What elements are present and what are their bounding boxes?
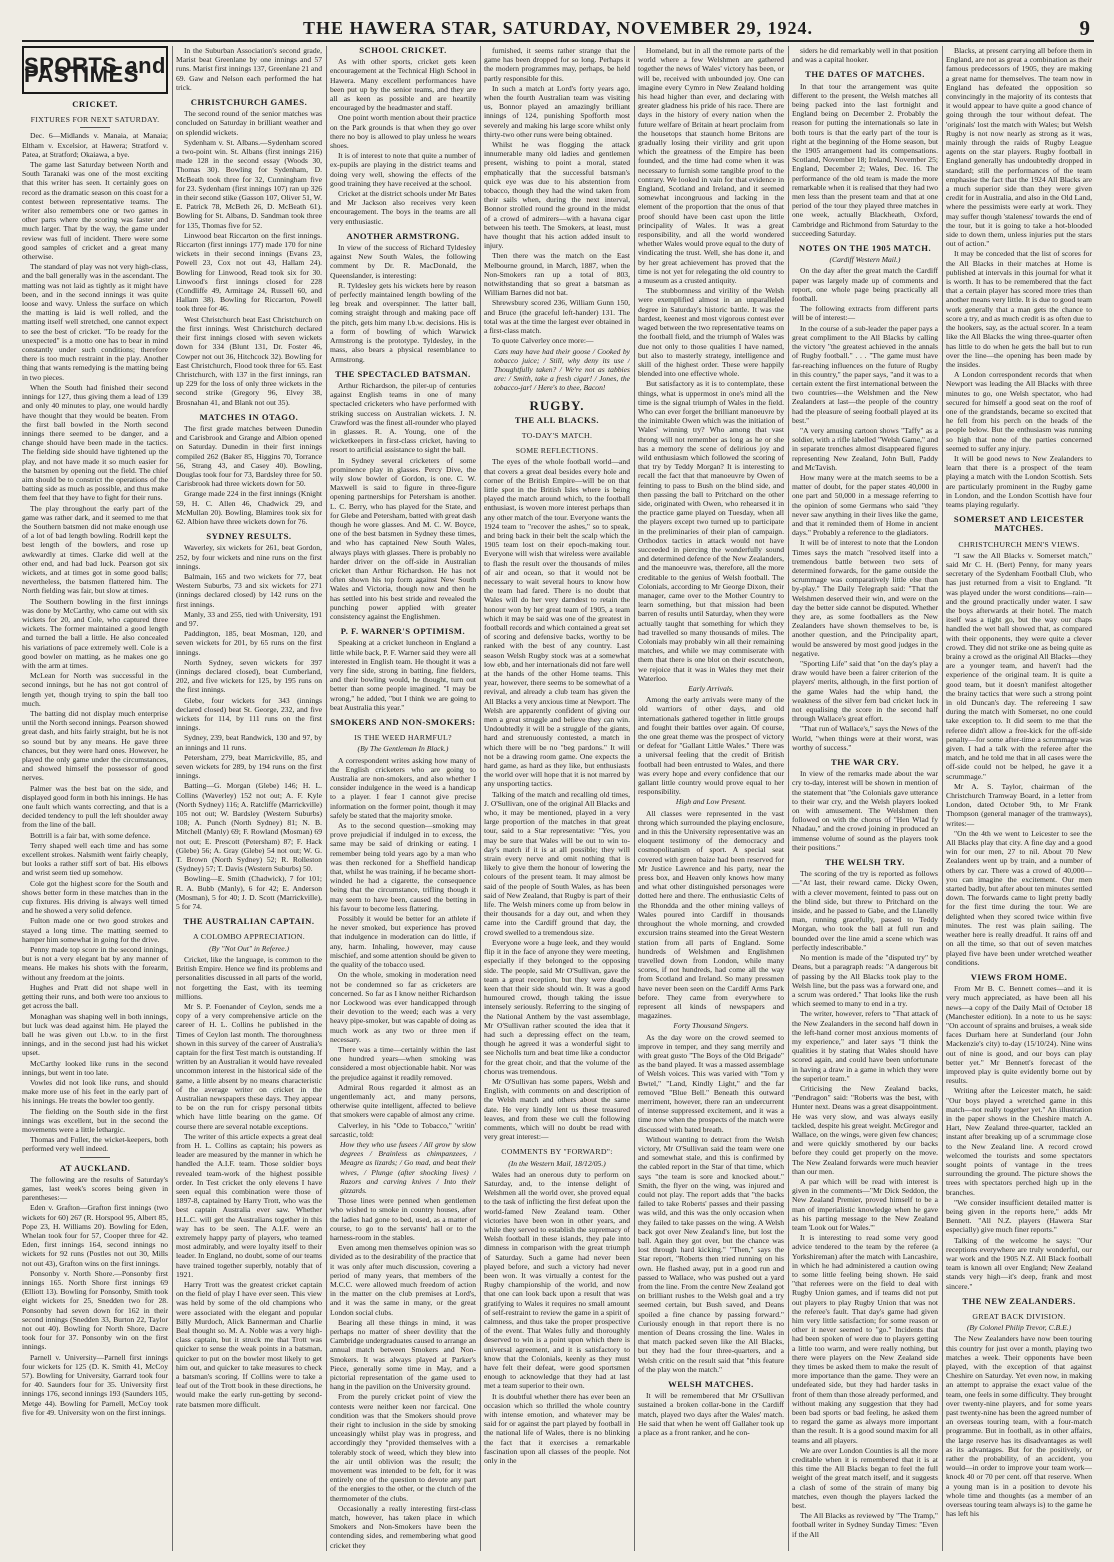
paragraph: The batting did not display much enterprise until the North second innings. Pearson showed great dash, and hits fairly straight, but he is not so sound but by any means. He gave three chances, but they were hard ones. However, he played the only game under the circumstances, and showed himself the possessor of good nerves. bbox=[22, 709, 168, 783]
paragraph: The eyes of the whole football world—and that covers a great deal besides every hole and corner of the British Empire—will be on that little spot in the British Isles where is being played the match around which, to the football enthusiast, is woven more interest perhaps than any other match of the tour. Everyone wants the 1924 team to "recover the ashes," so to speak, and bring back in their belt the scalp which the 1905 team lost on their epoch-making tour. Everyone will wish that wireless were available to flash the result over the thousands of miles of air and ocean, so that it would not be necessary to wait several hours to know how the team had fared. There is no doubt that Wales will do her very darndest to retain the honour won by her great team of 1905, a team which it may be said was one of the greatest in football records and which contained a great set of scoring and defensive backs, worthy to be ranked with the best of any country. Last season Welsh Rugby stock was at a somewhat low ebb, and her internationals did not fare well at the hands of the other Home teams. This year, however, there seems to be somewhat of a revival, and already a club team has given the All Blacks a very anxious time at Newport. The Welsh are apparently confident of giving our men a great struggle and believe they can win. Undoubtedly it will be a struggle of the giants, hard and strenuously contested, a match in which there will be no "beg pardons." It will not be a drawing room game. One expects the hard game, as hard as they like, but enthusiasts the world over will hope that it is not marred by any unsporting tactics. bbox=[484, 457, 630, 789]
paragraph: How many were at the match seems to be a matter of doubt, for the paper states 40,000 in one part and 50,000 in a message referring to the opinion of some Germans who said "they never saw anything in their lives like the game, and that it reminded them of Home in ancient days." Probably a reference to the gladiators. bbox=[792, 472, 938, 538]
paragraph: Balmain, 165 and two wickets for 77, beat Western Suburbs, 73 and six wickets for 271 (innings declared closed) by 142 runs on the first innings. bbox=[176, 571, 322, 609]
paragraph: Dec. 6—Midlands v. Manaia, at Manaia; Eltham v. Excelsior, at Hawera; Stratford v. Patea, at Stratford; Okaiawa, a bye. bbox=[22, 131, 168, 159]
paragraph: We are over London Counties is all the more creditable when it is remembered that it is at this time the All Blacks began to feel the full weight of the great match itself, and it suggests a clash of some of the strain of many big matches, even though the players lacked the best. bbox=[792, 1445, 938, 1511]
paragraph: Cricket, like the language, is common to the British Empire. Hence we find its problems and personalities discussed in all parts of the world, not forgetting the East, with its teeming millions. bbox=[176, 954, 322, 1001]
paragraph: Whilst he was flogging the attack innumerable many old ladies and gentlemen present, wishing to point a moral, stated emphatically that the successful batsman's quick eye was due to his abstention from tobacco, though they had the wind taken from their sails when, during the next interval, Bonnor strolled round the ground in the midst of a crowd of admirers—with a havana cigar between his teeth. The Smokers, at least, must have thought that his action added insult to injury. bbox=[484, 140, 630, 251]
heading-otago: MATCHES IN OTAGO. bbox=[199, 411, 299, 422]
heading-back-division: GREAT BACK DIVISION. bbox=[972, 1312, 1066, 1322]
poem: How they who use fusees / All grow by slow degrees / Brainless as chimpanzees, / Meagre as lizards; / Go mad, and beat their wives, / Plunge (after shocking lives) / Razors and carving knives / Into their gizzards. bbox=[340, 1139, 476, 1195]
column-rule bbox=[172, 46, 173, 1551]
column-rule bbox=[942, 46, 943, 1551]
paragraph: Mr O'Sullivan has some papers, Welsh and English, with comments on and description of the Welsh match and others about the same date. He very kindly lent us these treasured leaves, and from these we cull the following comments, which will no doubt be read with very great interest:— bbox=[484, 1076, 630, 1142]
paragraph: One point worth mention about their practice on the Park grounds is that when they go over there no boy is allowed to play unless he wears shoes. bbox=[330, 113, 476, 151]
paragraph: A par which will be read with interest is given in the comments—"Mr Dick Seddon, the New Zealand Premier, proved himself to be a man of imperialistic knowledge when he gave as his parting message to the New Zealand team 'Look out for Wales.'" bbox=[792, 1176, 938, 1232]
paragraph: On the day after the great match the Cardiff paper was largely made up of comments and report, one whole page being practically all football. bbox=[792, 266, 938, 304]
paragraph: As with other sports, cricket gets keen encouragement at the Technical High School in Hawera. Many excellent performances have been put up by the senior teams, and they are all as keen as possible and are heartily encouraged by the headmaster and staff. bbox=[330, 57, 476, 113]
paragraph: The second round of the senior matches was concluded on Saturday in brilliant weather and on splendid wickets. bbox=[176, 109, 322, 137]
paragraph: "Sporting Life" said that "on the day's play a draw would have been a fairer criterion of the players' merits, although, in the first portion of the game Wales had the whip hand, the weakness of the silver fern bad cricket luck in not equalising the score in the second half through Wallace's great effort. bbox=[792, 659, 938, 724]
heading-warner: P. F. WARNER'S OPTIMISM. bbox=[340, 626, 466, 637]
paragraph: But satisfactory as it is to contemplate, these things, what is uppermost in one's mind all the time is the signal triumph of Wales in the field. Who can ever forget the brilliant manoeuvre by the inimitable Owen which was the initiation of Wales' winning try? Who among that vast throng will not remember as long as he or she has a memory the scene of delirious joy and wild enthusiasm which followed the scoring of that try by Teddy Morgan? It is interesting to recall the fact that that manoeuvre by Owen of feinting to pass to Bush on the blind side, and then passing the ball to Pritchard on the other side, originated with Owen, who rehearsed it in the practice game played on Tuesday, when all the players except two turned up to participate in the preliminaries of their plan of campaign. Orthodox tactics in attack would not have succeeded in piercing the wonderfully sound and determined defence of the New Zealanders, and the manoeuvre was, therefore, all the more creditable to the genius of Welsh football. The Colonials, according to Mr George Dixon, their manager, came over to the Mother Country to learn something, but that mission had been barren of results until Saturday, when they were actually taught that something for which they had travelled so many thousands of miles. The Colonials may probably win all their remaining matches, and while we may commiserate with them that there is one blot on their escutcheon, we rejoice that it was in Wales they met their Waterloo. bbox=[638, 379, 784, 683]
heading-sydney-results: SYDNEY RESULTS. bbox=[206, 531, 292, 542]
paragraph: The following are the results of Saturday's games, last week's scores being given in parentheses:— bbox=[22, 1174, 168, 1203]
paragraph: Calverley, in his "Ode to Tobacco," 'writin' sarcastic, told: bbox=[330, 1120, 476, 1139]
column-1 bbox=[22, 46, 168, 1551]
heading-comments-forward: COMMENTS BY "FORWARD": bbox=[501, 1147, 613, 1157]
paragraph: Then there was the match on the East Melbourne ground, in March, 1887, when the Non-Smokers ran up a total of 803, notwithstanding that so great a batsman as William Barnes did not bat. bbox=[484, 251, 630, 298]
paragraph: From Mr B. C. Bennett comes—and it is very much appreciated, as have been all his news—a copy of the Daily Mail of October 18 (Manchester edition). In a note to us he says: "On account of sprains and bruises, a weak side faces Durham here at Sunderland (our John Mackenzie's city) to-day (15/10/24). Nine wins out of nine is good, and our boys can play better yet." Mr Bennett's forecast of the improved play is quite evidently borne out by results. bbox=[946, 984, 1092, 1086]
paragraph: Penny made top score in the second innings, but is not a very elegant bat by any manner of means. He makes his shots with the forearm, without any freedom at the joints. bbox=[22, 945, 168, 982]
paragraph: It will be remembered that Mr O'Sullivan sustained a broken collar-bone in the Cardiff match, played two days after the Wales' match. He said that when he went off Gallaher took up a place as a front ranker, and he con- bbox=[638, 1391, 784, 1438]
paragraph: To quote Calverley once more:— bbox=[492, 336, 594, 346]
paragraph: Palmer was the best bat on the side, and displayed good form in both his innings. He has one fault which wants correcting, and that is a decided tendency to pull the left shoulder away from the line of the ball. bbox=[22, 783, 168, 830]
paragraph: As the day wore on the crowd seemed to improve in temper, and they sang merrily and with great gusto "The Boys of the Old Brigade" as the band played. It was a massed assemblage of Welsh voices. This was varied with "Tom y Bwtel," "Land, Kindly Light," and the far removed "Blue Bell." Beneath this outward merriment, however, there ran an undercurrent of intense suppressed excitement, and it was a time now when the prospects of the match were discussed with bated breath. bbox=[638, 1032, 784, 1134]
paragraph: McLean for North was successful in the second innings, but he has not got control of length yet, though trying to spin the ball too much. bbox=[22, 671, 168, 708]
column-rule bbox=[480, 46, 481, 1551]
paragraph: It is of interest to note that quite a number of ex-pupils are playing in the district teams and doing very well, showing the effects of the good training they have received at the school. bbox=[330, 151, 476, 188]
paragraph: In the Suburban Association's second grade, Marist beat Greenlane by one innings and 57 runs. Marist first innings 137, Greenlane 21 and 69. Gaw and Nelson each performed the hat trick. bbox=[176, 46, 322, 92]
paragraph: North Sydney, seven wickets for 397 (innings declared closed), beat Cumberland, 202, and five wickets for 125, by 195 runs on the first innings. bbox=[176, 657, 322, 695]
paragraph: Terry shaped well each time and has some excellent strokes. Nalsmith went fairly cheaply, but looks a rather stiff sort of bat. His elbows and wrist seem tied up somehow. bbox=[22, 840, 168, 878]
heading-welsh-matches: WELSH MATCHES. bbox=[668, 1379, 754, 1390]
page-number: 9 bbox=[1079, 16, 1090, 40]
paragraph: Ponsonby v. North Shore.—Ponsonby first innings 165. North Shore first innings 69 (Elliott 13). Bowling for Ponsonby, Smith took eight wickets for 25, Snedden two for 28. Ponsonby had seven down for 162 in their second innings (Snedden 33, Burton 22, Taylor not out 40). Bowling for North Shore, Dacre took four for 37. Ponsonby win on the first innings. bbox=[22, 1268, 168, 1352]
paragraph: In that tour the arrangement was quite different to the present, the Welsh matches all being packed into the last fortnight and England being on December 2. Probably the reason for putting the internationals so late in both tours is that the early part of the tour is right at the beginning of the Home season, but the 1905 arrangement had its compensations. Scotland, November 18; Ireland, November 25; England, December 2; Wales, Dec. 16. The performance of the old team is made the more remarkable when it is realised that they had two men less than the present team and that at one period of the tour they played three matches in one week, actually Blackheath, Oxford, Cambridge and Richmond from Saturday to the succeeding Saturday. bbox=[792, 81, 938, 238]
byline: (Cardiff Western Mail.) bbox=[829, 255, 901, 265]
byline: (By The Gentleman In Black.) bbox=[357, 744, 449, 754]
paragraph: As to the second question—smoking may prove prejudicial if indulged in to excess, the same may be said of drinking or eating. I remember being told years ago by a man who was then reckoned for a Sheffield handicap that, whilst he was training, if he became short-winded he had a cigarette, the consequence being that the circumstance, trifling though it may seem to have been, caused the betting in his favour to become less flattering. bbox=[330, 821, 476, 913]
byline: (By Colonel Philip Trevor, C.B.E.) bbox=[966, 1323, 1072, 1333]
paragraph: In view of the remarks made about the war cry to-day, interest will be shown in mention of the statement that "the Colonials gave utterance to their war cry, and the Welsh players looked on with amusement. The Welshmen then followed on with the chorus of "Hen Wlad fy Nhadau," and the crowd joining in produced an immense volume of sound as the players took their positions." bbox=[792, 769, 938, 852]
paragraph: Sydney, 239, beat Randwick, 130 and 97, by an innings and 11 runs. bbox=[176, 733, 322, 752]
column-6 bbox=[792, 46, 938, 1551]
paragraph: Even among men themselves opinion was so divided as to the desirability of the practice that it was only after much discussion, covering a period of many years, that members of the M.C.C. were allowed much freedom of action in the matter on the club premises at Lord's, and it was the same in many, or the great London social clubs. bbox=[330, 1243, 476, 1317]
paragraph: It may be conceded that the list of scores for the All Blacks in their matches at Home is published at intervals in this journal for what it is worth. It has to be remembered that the fact that a certain player has scored more tries than another means very little. It is due to good team work generally that a man gets the chance to score a try, and as much credit is as often due to the hookers, say, as the actual scorer. In a team like the All Blacks the wing three-quarter often has little to do when he gets the ball but to run over the line—the opening has been made by the insides. bbox=[946, 249, 1092, 369]
heading-fixtures: FIXTURES FOR NEXT SATURDAY. bbox=[30, 115, 160, 125]
heading-views-from-home: VIEWS FROM HOME. bbox=[970, 971, 1068, 982]
paragraph: In view of the success of Richard Tyldesley against New South Wales, the following comment by Dr. R. MacDonald, the Queenslander, is interesting: bbox=[330, 243, 476, 280]
paragraph: A London correspondent records that when Newport was leading the All Blacks with three minutes to go, one Welsh spectator, who had secured for himself a good seat on the roof of one of the grandstands, became so excited that he fell from his perch on the heads of the people below. But the enthusiasm was running so high that none of the parties concerned seemed to suffer any injury. bbox=[946, 370, 1092, 453]
paragraph: Eden v. Grafton—Grafton first innings (two wickets for 60) 267 (R. Horspool 95, Albert 85, Pope 23, H. Williams 20). Bowling for Eden, Whelan took four for 57, Cooper three for 42. Eden, first innings 164, second innings no wickets for 92 runs (Postles not out 30, Mills not out 43), Grafton wins on the first innings. bbox=[22, 1203, 168, 1268]
paragraph: Admiral Rous regarded it almost as an ungentlemanly act, and many persons, otherwise quite intelligent, affected to believe that smokers were capable of almost any crime. bbox=[330, 1082, 476, 1120]
paragraph: The fielding on the South side in the first innings was excellent, but in the second the movements were a little lethargic. bbox=[22, 1106, 168, 1134]
paragraph: "I saw the All Blacks v. Somerset match," said Mr C. H. (Bert) Penny, for many years secretary of the Sydenham Football Club, who has just returned from a visit to England. "It was played under the worst conditions—rain—and the ground practically under water. I saw the boys afterwards at their hotel. The match itself was a tight go, but the way our chaps handled the wet ball showed that, as compared with their opponents, they were quite a clever crowd. They did not strike one as being quite as brainy a crowd as the original All Blacks—they are a younger team, and haven't had the experience of the original team. It is quite a good team, but it doesn't manifest altogether the brainy tactics that were such a strong point in old Duncan's day. The refereeing I saw during the match with Somerset, no one could take exception to. It did seem to me that the referee didn't allow a free-kick for the off-side penalty—for some after-time a scrummage was given. I had a talk with the referee after the match, and he told me that in all cases were the off-side could not be helped, he gave it a scrummage." bbox=[946, 550, 1092, 781]
heading-notes-1905: NOTES ON THE 1905 MATCH. bbox=[798, 243, 932, 254]
paragraph: The New Zealanders have now been touring this country for just over a month, playing two matches a week. Their opponents have been played, with the exception of that against Cheshire on Saturday. Yet even now, in making an attempt to appraise the exact value of the team, one feels in some difficulty. They brought over twenty-nine players, and for some years past twenty-nine has been the agreed number of an overseas touring team, with a four-match programme. But in football, as in other affairs, the large reserve has its disadvantages as well as its advantages. But for the positively, or rather the probability, of an accident, you would—in order to improve your team work—knock 40 or 70 per cent. off that reserve. When a young man is in a position to devote his whole time and thoughts (as a member of an overseas touring team always is) to the game he has left his bbox=[946, 1334, 1092, 1519]
paragraph: Fulton made one or two good strokes and stayed a long time. The matting seemed to hamper him somewhat in going for the drive. bbox=[22, 916, 168, 944]
heading-all-blacks: THE ALL BLACKS. bbox=[514, 414, 600, 425]
heading-smokers: SMOKERS AND NON-SMOKERS: bbox=[330, 717, 476, 728]
paragraph: Writing after the Leicester match, he said: "Our boys played a wretched game in this match—not really together yet." An illustration in the paper shows in the Cheshire match A. Hart, New Zealand three-quarter, tackled an instant after breaking up of a scrummage close to the New Zealand line. A record crowd welcomed the tourists and some spectators sought points of vantage in the trees surrounding the ground. The picture shows the trees with spectators perched high up in the branches. bbox=[946, 1086, 1092, 1197]
paragraph: The Southern bowling in the first innings was done by McCarthy, who came out with six wickets for 20, and Cole, who captured three wickets. The former maintained a good length and turned the ball a little. He also concealed his variations of pace extremely well. Cole is a good bowler on matting, as he makes one go with the arm at times. bbox=[22, 596, 168, 670]
heading-weed: IS THE WEED HARMFUL? bbox=[354, 733, 452, 743]
paragraph: Vowles did not look like runs, and should make more use of his feet in the early part of his innings. He treats the bowler too gently. bbox=[22, 1077, 168, 1106]
paragraph: Grange made 224 in the first innings (Knight 59, H. C. Allen 46, Chadwick 29, and McMullan 20). Bowling, Blamires took six for 62. Albion have three wickets down for 76. bbox=[176, 489, 322, 526]
paragraph: Petersham, 279, beat Marrickville, 85, and seven wickets for 289, by 194 runs on the first innings. bbox=[176, 752, 322, 781]
paragraph: "We consider insufficient detailed matter is being given in the reports here," adds Mr Bennett. "All N.Z. players (Hawera Star especially) give much finer reports." bbox=[946, 1197, 1092, 1235]
byline: (By "Not Out" in Referee.) bbox=[208, 943, 290, 953]
paragraph: Those lines were penned when gentlemen who wished to smoke in country houses, after the ladies had gone to bed, used, as a matter of course, to go to the servants' hall or to the harness-room in the stables. bbox=[330, 1196, 476, 1242]
paragraph: R. Tyldesley gets his wickets here by reason of perfectly maintained length bowling of the leg break and overspinner. The latter ball, coming straight through and making pace off the pitch, gets him many l.b.w. decisions. His is a form of bowling of which Warwick Armstrong is the prototype. Tyldesley, in the mass, also bears a physical resemblance to Armstrong. bbox=[330, 280, 476, 364]
paragraph: The standard of play was not very high-class, and the ball generally was in the ascendant. The matting was not laid as tightly as it might have been, and in the second innings it was quite loose and wavy. Unless the surface on which the matting is laid is well rolled, and the matting itself well stretched, one cannot expect to see the best of cricket. "To be ready for the unexpected" is a motto one has to bear in mind constantly under such conditions; therefore there is too much restraint in the play. Another thing that wants remedying is the matting being in two pieces. bbox=[22, 262, 168, 382]
paragraph: Blacks, at present carrying all before them in England, are not as great a combination as their famous predecessors of 1905, they are making a great name for themselves. The team now in England has defeated the opposition so convincingly in the majority of its contests that it would appear to have quite a good chance of going through the tour without defeat. The 'originals' lost the match with Wales; but Welsh Rugby is not now nearly as strong as it was, mainly through the raids of Rugby League agents on the star players. Rugby football in England generally has undoubtedly dropped in standard; still the performances of the team emphasise the fact that the 1924 All Blacks are a much superior side than they were given credit for in Australia, and also in the Old Land, where the pessimists were early at work. They may suffer though 'staleness' towards the end of the tour, but it is going to take a hot-blooded side to down them, unless injuries put the stars out of action." bbox=[946, 46, 1092, 249]
heading-christchurch-games: CHRISTCHURCH GAMES. bbox=[190, 97, 308, 108]
heading-welsh-try: THE WELSH TRY. bbox=[825, 857, 905, 868]
column-5 bbox=[638, 46, 784, 1551]
heading-australian-captain: THE AUSTRALIAN CAPTAIN. bbox=[183, 916, 315, 927]
heading-rugby: RUGBY. bbox=[529, 397, 585, 413]
paragraph: Cole got the highest score for the South and shows better form in these matches than in the cup fixtures. His driving is always well timed and he showed a very solid defence. bbox=[22, 878, 168, 916]
paragraph: The All Blacks as reviewed by "The Tramp," football writer in Sydney Sunday Times: "Even if the All bbox=[792, 1511, 938, 1539]
heading-school-cricket: SCHOOL CRICKET. bbox=[359, 46, 447, 55]
divider bbox=[80, 127, 110, 128]
heading-todays-match: TO-DAY'S MATCH. bbox=[521, 430, 593, 440]
paragraph: Sydenham v. St. Albans.—Sydenham scored a two-point win. St. Albans (first innings 216) made 128 in the second essay (Woods 30, Thomas 30). Bowling for Sydenham, D. McBeath took three for 32, Cunningham five for 23. Sydenham (first innings 107) ran up 326 in their second stike (Gasson 107, Oliver 51, W. E. Patrick 78, McBeth 26, D. McBeath 61). Bowling for St. Albans, D. Sandman took three for 135, Thomas five for 52. bbox=[176, 137, 322, 230]
paragraph: Cricket at the district schools under Mr Bates and Mr Jackson also receives very keen encouragement. The boys in the teams are all very enthusiastic. bbox=[330, 189, 476, 226]
paragraph: Homeland, but in all the remote parts of the world where a few Welshmen are gathered together the news of Wales' victory has been, or will be, received with unbounded joy. One can imagine every Cymro in New Zealand holding his head higher than ever, and declaring with greater gladness his pride of his race. There are days in the history of every nation when the future welfare of Britain at heart proclaim from the housetops that staunch home Britons are gradually losing their virility and grit upon which the greatness of the Empire has been founded, and the time had come when it was necessary to furnish some tangible proof to the contrary. We looked in vain for that evidence in England, Scotland and Ireland, and it seemed somewhat incongruous and lacking in the element of the proportion that the onus of that proof should have been cast upon the little principality of Wales. It was a great responsibility, and all the world wondered whether Wales would prove equal to the duty of vindicating the trust. Well, she has done it, and by her great achievement has proved that the time is not yet for relegating the old country to a museum as a crusted antiquity. bbox=[638, 46, 784, 286]
paragraph: Manly, 33 and 255, tied with University, 191 and 97. bbox=[176, 609, 322, 628]
paragraph: Talking of the match and recalling old times, J. O'Sullivan, one of the original All Blacks and who, it may be mentioned, played in a very large proportion of the matches in that great tour, said to a Star representative: "Yes, you may be sure that Wales will be out to win to-day's match if it is at all possible; they will strain every nerve and omit nothing that is likely to give them the honour of lowering the colours of the present team. It may almost be said of the people of South Wales, as has been said of New Zealand, that Rugby is part of their life. The Welsh miners come up from below in their thousands for a day out, and when they came into the Cardiff ground that day, the crowd swelled to a tremendous size. bbox=[484, 789, 630, 937]
paragraph: In Sydney several cricketers of some prominence play in glasses. Percy Dive, the wily slow bowler of Gordon, is one. C. W. Maxwell is said to figure in three-figure opening partnerships for Petersham is another. L. C. Berry, who has played for the State, and for Glebe and Petersham, batted with great dash though he wore glasses. And M. C. W. Boyce, one of the best batsmen in Sydney these times, and who has captained New South Wales, always plays with glasses. There is probably no harder driver on the off-side in Australian cricket than Arthur Richardson. He has not often shown his top form against New South Wales and Victoria, though now and then he has settled into his best stride and revealed the punching power applied with greater consistency against the Englishmen. bbox=[330, 455, 476, 621]
paragraph: It is interesting to read some very good advice tendered to the team by the referee (a Yorkshireman) after the match with Lancashire, in which he had administered a caution owing to some little feeling being shown. He said "that referees were on the field to deal with Rugby Union games, and if teams did not put out players to play Rugby Union that was not the referee's fault. That day's game had given him very little satisfaction; for some reason or other it never seemed to "go." Incidents that had been spoken of were due to players getting a little too warm, and were really nothing, but there were players on the New Zealand side they times be asked them to make the result of more importance than the game. They were an undefeated side, but they had harder tasks in front of them than those already performed, and without making any suggestion that they had been bad sports or bad feeling, he asked them to regard the game as always more important than the result. It is a good sound maxim for all teams and all players. bbox=[792, 1233, 938, 1445]
paragraph: Occasionally a really interesting first-class match, however, has taken place in which Smokers and Non-Smokers have been the contending sides, and remembering what good cricket they bbox=[330, 1503, 476, 1550]
divider bbox=[80, 1157, 110, 1158]
paragraph: When the South had finished their second innings for 127, thus giving them a lead of 139 and only 40 minutes to play, one would hardly have thought that they would be beaten. From the first ball bowled in the North second innings there seemed to be danger, and a change should have been made in the tactics. The fielding side should have tightened up the play, and not have made it so much easier for the batsmen by opening out the field. The chief aim should be to constrict the operations of the batting side as much as possible, and thus make them feel that they have to fight for their runs. bbox=[22, 382, 168, 503]
paragraph: siders he did remarkably well in that position and was a capital hooker. bbox=[792, 46, 938, 65]
paragraph: A correspondent writes asking how many of the English cricketers who are going to Australia are non-smokers, and also whether I consider indulgence in the weed is a handicap to a player. I fear I cannot give precise information on the former point, though it may safely be stated that the majority smoke. bbox=[330, 755, 476, 820]
paragraph: The first grade matches between Dunedin and Carisbrook and Grange and Albion opened on Saturday. Dunedin in their first innings compiled 262 (Baker 85, Higgins 70, Torrance 56, Strang 43, and Casey 40). Bowling, Douglas took four for 73, Bardsley three for 50. Carisbrook had three wickets down for 50. bbox=[176, 423, 322, 489]
paragraph: Parnell v. University—Parnell first innings four wickets for 125 (D. K. Smith 41, McCoy 57). Bowling for University, Garrard took four for 40. Saunders four for 35. University first innings 176, second innings 193 (Saunders 105, Metge 44). Bowling for Parnell, McCoy took five for 49. University won on the first innings. bbox=[22, 1352, 168, 1417]
paragraph: It will be good news to New Zealanders to learn that there is a prospect of the team playing a match with the London Scottish. Sets are particularly prominent in the Rugby game in London, and the London Scottish have four teams playing regularly. bbox=[946, 453, 1092, 509]
paragraph: Glebe, four wickets for 343 (innings declared closed) beat St. George, 232, and five wickets for 114, by 111 runs on the first innings. bbox=[176, 695, 322, 733]
heading-christchurch-views: CHRISTCHURCH MEN'S VIEWS. bbox=[958, 539, 1080, 549]
subheading-singers: Forty Thousand Singers. bbox=[673, 1021, 749, 1031]
paragraph: Bearing all these things in mind, it was perhaps no matter of sheer devility that the Cambridge undergraduates caused to arrange an annual match between Smokers and Non-Smokers. It was always played at Parker's Piece, generally some time in May, and a pictorial representation of the game used to hang in the pavilion on the University ground. bbox=[330, 1317, 476, 1392]
paragraph: Arthur Richardson, the piler-up of centuries against English teams in one of many spectacled cricketers who have performed with striking success on Australian wickets. J. N. Crawford was the finest all-rounder who played in glasses. R. A. Young, one of the wicketkeepers in first-class cricket, having to resort to artificial assistance to sight the ball. bbox=[330, 380, 476, 455]
heading-dates-of-matches: THE DATES OF MATCHES. bbox=[805, 69, 925, 80]
heading-spectacled-batsman: THE SPECTACLED BATSMAN. bbox=[335, 368, 471, 379]
paragraph: Linwood beat Riccarton on the first innings. Riccarton (first innings 177) made 170 for nine wickets in their second innings (Evans 23, Powell 23, Cox not out 43, Hallam 24). Bowling for Linwood, Read took six for 30. Linwood's first innings closed for 228 (Condliffe 49, Armitage 24, Russell 60, and Hallam 38). Bowling for Riccarton, Powell took three for 46. bbox=[176, 230, 322, 314]
paragraph: Without wanting to detract from the Welsh victory, Mr O'Sullivan said the team were one and somewhat stale, and this is confirmed by the cabled report in the Star of that time, which says "the team is sore and knocked about." Smith, the flyer on the wing, was injured and could not play. The report adds that "the backs failed to take Roberts' passes and their passing was wild, and this was the only occasion when they failed to take passes on the wing. A Welsh back got over New Zealand's line, but lost the ball. Again they got over, but the chance was lost through hard kicking." "Then," says the Star report, "Roberts then tried running on his own. He flashed away, put in a good run and passed to Wallace, who was pushed out a yard from the line. From the centre New Zealand got on brilliant rushes to the Welsh goal and a try seemed certain, but Bush saved, and Deans spoiled a fine chance by passing forward." Curiously enough in that report there is no mention of Deans crossing the line. Wales in that match packed seven like the All Blacks, but they had the four three-quarters, and a Welsh critic on the result said that "this feature of the play won the match." bbox=[638, 1134, 784, 1374]
column-rule bbox=[326, 46, 327, 1551]
heading-war-cry: THE WAR CRY. bbox=[830, 757, 900, 768]
paragraph: Talking of the welcome he says: "Our receptions everywhere are truly wonderful, our war work and the 1905 N.Z. All Black football team is known all over England; New Zealand stands very high—it's deep, frank and most sincere." bbox=[946, 1235, 1092, 1291]
column-2 bbox=[176, 46, 322, 1551]
column-4 bbox=[484, 46, 630, 1551]
column-rule bbox=[788, 46, 789, 1551]
paragraph: Harry Trott was the greatest cricket captain on the field of play I have ever seen. This view was held by some of the old champions who were associated with the elegant and popular Billy Murdoch, Alick Bannerman and Charlie Beal thought so. M. A. Noble was a very high-class captain, but it struck me that Trott was quicker to sense the weak points in a batsman, quicker to put on the bowler most likely to get him out, and quicker to take measures to check a batsman's scoring. If Collins were to take a leaf out of the Trott book in these directions, he would make the early run-getting by second-rate batsmen more difficult. bbox=[176, 1280, 322, 1409]
paragraph: furnished, it seems rather strange that the game has been dropped for so long. Perhaps it the modern programmes may, perhaps, be held partly responsible for this. bbox=[484, 46, 630, 83]
heading-cricket: CRICKET. bbox=[72, 99, 118, 109]
paragraph: "On the 4th we went to Leicester to see the All Blacks play that city. A fine day and a good win for our men, 27 to nil. About 70 New Zealanders went up by train, and a number of others by car. There was a crowd of 40,000—you can imagine the excitement. Our men started badly, but after about ten minutes settled down. The forwards came to light pretty badly for the first time during the tour. We are delighted when they scored twice within five minutes. The rest was plain sailing. The weather here is really dreadful. It rains off and on all the time, so that out of seven matches played five have been under wretched weather conditions. bbox=[946, 828, 1092, 967]
paragraph: Among the early arrivals were many of the old warriors of other days, and old internationals gathered together in little groups and fought their battles over again. Of course, the one great theme was the prospect of victory or defeat for "Gallant Little Wales." There was a universal feeling that the credit of British football had been entrusted to Wales, and there was every hope and every confidence that our gallant little country would prove equal to her responsibility. bbox=[638, 695, 784, 797]
paragraph: Shrewsbury scored 236, William Gunn 150, and Bruce (the graceful left-hander) 131. The total was at the time the largest ever obtained in a first-class match. bbox=[484, 298, 630, 336]
paragraph: Batting—G. Morgan (Glebe) 146; H. L. Collins (Waverley) 152 not out; A. F. Kyle (North Sydney) 116; A. Ratcliffe (Marrickville) 105 not out; W. Bardsley (Western Suburbs) 108; A. Punch (North Sydney) 81; N. B. Mitchell (Manly) 69; F. Rowland (Mosman) 69 not out; E. Prescott (Petersham) 87; F. Hack (Glebe) 56; A. Gray (Glebe) 54 not out; W. G. T. Brown (North Sydney) 52; R. Rolleston (Sydney) 57; T. Davis (Western Suburbs) 50. bbox=[176, 781, 322, 874]
paragraph: No mention is made of the "disputed try" by Deans, but a paragraph reads: "A dangerous bit of passing by the All Blacks took play to the Welsh line, but the pass was a forward one, and a scrum was ordered." That looks like the rush which seemed to many to end in a try. bbox=[792, 953, 938, 1009]
paragraph: Bowling—E. Smith (Chadwick), 7 for 101; R. A. Bubb (Manly), 6 for 42; E. Anderson (Mosman), 5 for 40; J. D. Scott (Marrickville), 5 for 74. bbox=[176, 874, 322, 912]
paragraph: Waverley, six wickets for 261, beat Gordon, 252, by four wickets and nine runs on the first innings. bbox=[176, 543, 322, 571]
paragraph: The writer, however, refers to "That attack of the New Zealanders in the second half down in the left-hand corner most anxious moments of my experience," and later says "I think the qualities it by stating that Wales should have scored again, and could have been unfortunate in having a draw in a game in which they were the superior team." bbox=[792, 1009, 938, 1083]
paragraph: The scoring of the try is reported as follows—"At last, their reward came. Dicky Owen, with a clever movement, feinted to pass out on the blind side, but threw to Pritchard on the inside, and he passed to Gabe, and the Llanelly man, running gracefully, passed to Teddy Morgan, who took the ball at full run and bounded over the line amid a scene which was perfectly indescribable." bbox=[792, 869, 938, 952]
byline: (In the Western Mail, 18/12/05.) bbox=[508, 1158, 606, 1168]
paragraph: Hughes and Pratt did not shape well in getting their runs, and both were too anxious to get across the ball. bbox=[22, 982, 168, 1011]
paragraph: Criticising the New Zealand backs, "Pendragon" said: "Roberts was the best, with Hunter next. Deans was a great disappointment. He was very slow, and was always easily tackled, despite his great weight. McGregor and Wallace, on the wings, were given few chances; and were quickly smothered by our backs before they could get properly on the move. The New Zealand forwards were much heavier than our men. bbox=[792, 1083, 938, 1176]
paragraph: From the purely cricket point of view the contests were neither keen nor farcical. One condition was that the Smokers should prove their right to inclusion in the side by smoking unceasingly whilst play was in progress, and accordingly they "provided themselves with a tolerably stock of weed, which they blew into the air until oblivion was the result; the movement was intended to be felt, for it was entirely one of the question to devote any part of the energies to the other, or the clutch of the thermometer of the clubs. bbox=[330, 1392, 476, 1503]
heading-armstrong: ANOTHER ARMSTRONG. bbox=[346, 230, 460, 241]
column-3 bbox=[330, 46, 476, 1551]
paragraph: Mr S. P. Foenander of Ceylon, sends me a copy of a very comprehensive article on the career of H. L. Collins he published in the Times of Ceylon last month. The thoroughness shown in this survey of the career of Australia's captain for the first Test match is outstanding. If written by an Australian it would have revealed uncommon interest in the historical side of the game, a little absent by no means characteristic of the average writer on cricket in the Australian newspapers these days. They appear to be on the run for crispy personal titbits which have little bearing on the game. Of course there are several notable exceptions. bbox=[176, 1001, 322, 1131]
paragraph: Possibly it would be better for an athlete if he never smoked, but experience has proved that indulgence in moderation can do little, if any, harm. Inhaling, however, may cause mischief, and some attention should be given to the quality of the tobacco used. bbox=[330, 914, 476, 970]
paragraph: "That run of Wallace's," says the News of the World, "when things were at their worst, was worthy of success." bbox=[792, 724, 938, 752]
paragraph: On the whole, smoking in moderation need not be condemned so far as cricketers are concerned. So far as I know neither Richardson nor Lockwood was ever handicapped through their devotion to the weed; each was a very heavy pipe-smoker, but was capable of doing as much work as any two or three men if necessary. bbox=[330, 970, 476, 1044]
paragraph: The following extracts from different parts will be of interest:— bbox=[792, 304, 938, 323]
heading-somerset-leicester: SOMERSET AND LEICESTER MATCHES. bbox=[953, 514, 1085, 534]
paragraph: "A very amusing cartoon shows "Taffy" as a soldier, with a rifle labelled "Welsh Game," and in separate trenches almost disappeared figures representing New Zealand, John Bull, Paddy and McTavish. bbox=[792, 425, 938, 472]
paragraph: In the course of a sub-leader the paper pays a great compliment to the All Blacks by calling the victory "the greatest achieved in the annals of Rugby football." . . . "The game must have far-reaching influences on the future of Rugby in this country," the paper says, "and it was to a certain extent the first international between the two countries—the Welshmen and the New Zealanders at last—the people of the country had the pleasure of seeing football played at its best." bbox=[792, 323, 938, 425]
poem: Cats may have had their goose / Cooked by tobacco juice; / Still, why deny its use / Thoughtfully taken? / We're not as tabbies are: / Smith, take a fresh cigar! / Jones, the tobacco-jar! / Here's to thee, Bacon! bbox=[494, 346, 630, 393]
paragraph: Thomas and Fuller, the wicket-keepers, both performed very well indeed. bbox=[22, 1135, 168, 1154]
heading-colombo: A COLOMBO APPRECIATION. bbox=[193, 932, 305, 942]
paragraph: Wales had an onerous duty to perform on Saturday, and, to the intense delight of Welshmen all the world over, she proved equal to the task of inflicting the first defeat upon the world-famed New Zealand team. Other victories have been won in other years, and while they served to establish the supremacy of Welsh football in these islands, they pale into dimness in comparison with the great triumph of Saturday. Such a game had never been played before, and such a victory had never been won. It was virtually a contest for the Rugby championship of the world, and now that one can look back upon a result that was gratifying to Wales it requires no small amount of self-restraint to review the game in a spirit of calmness, and thus take the proper prospective of the event. That Wales fully and thoroughly deserved to win is a point upon which there is universal agreement, and it is satisfactory to know that the Colonials, keenly as they must have felt their defeat, were good sportsmen enough to acknowledge that they had at last met a team superior to their own. bbox=[484, 1169, 630, 1391]
paragraph: Paddington, 185, beat Mosman, 120, and seven wickets for 201, by 65 runs on the first innings. bbox=[176, 629, 322, 657]
paragraph: It will be of interest to note that the London Times says the match "resolved itself into a tremendous battle between two sets of determined forwards, for the game outside the scrummage was comparatively little else than by-play." The Daily Telegraph said: "That the Welshmen deserved their win, and were on the day the better side cannot be disputed. Whether they are, as some footballers as the New Zealanders have shown themselves to be, is another question, and the Principality apart, would be answered by most good judges in the negative. bbox=[792, 538, 938, 658]
article-text bbox=[22, 131, 168, 1153]
column-7 bbox=[946, 46, 1092, 1551]
paragraph: Everyone wore a huge leek, and they would flip it in the face of anyone they were meeting, especially if they belonged to the opposing side. The people, said Mr O'Sullivan, gave the team a great reception, but they were deadly keen that their side should win. It was a good humoured crowd, though taking the issue intensely seriously. Referring to the singing of the National Anthem by the vast assemblage, Mr O'Sullivan rather scouted the idea that it had such a depressing effect on the team, though he agreed it was a wonderful sight to see Nicholls turn and beat time like a conductor for the great choir, and that the volume of the chorus was tremendous. bbox=[484, 937, 630, 1076]
paragraph: The play throughout the early part of the game was rather dark, and it seemed to me that the Southern batsmen did not make enough use of a lot of bad length bowling. Rodrill kept the best length of the bowlers, and rose up awkwardly at times. Clarke did well at the other end, and had bad luck. Pearson got six wickets, and at times got in some good balls; nevertheless, the batsmen flattered him. The North fielding was fair, but slow at times. bbox=[22, 503, 168, 596]
paragraph: Mr A. S. Taylor, chairman of the Christchurch Tramway Board, in a letter from London, dated October 9th, to Mr Frank Thompson (general manager of the tramways), writes:— bbox=[946, 781, 1092, 828]
paragraph: Monaghan was shaping well in both innings, but luck was dead against him. He played the ball he was given out l.b.w. to in the first innings, and in the second just had his wicket upset. bbox=[22, 1011, 168, 1058]
subheading-early-arrivals: Early Arrivals. bbox=[688, 684, 734, 694]
newspaper-title: THE HAWERA STAR, SATURDAY, NOVEMBER 29, 1924. bbox=[302, 18, 814, 38]
paragraph: There was a time—certainly within the last one hundred years—when smoking was considered a most objectionable habit. Nor was the prejudice against it readily removed. bbox=[330, 1044, 476, 1082]
paragraph: Bottrill is a fair bat, with some defence. bbox=[30, 830, 151, 840]
paragraph: McCarthy looked like runs in the second innings, but went in too late. bbox=[22, 1058, 168, 1077]
paragraph: The writer of this article expects a great deal from H. L. Collins as captain; his powers as leader are measured by the manner in which he handled the A.I.F. team. Those soldier boys revealed team-work of the highest possible order. In Test cricket the only elevens I have seen equal this combination were those of 1897-8, captained by Harry Trott, who was the best captain Australia ever saw. Whether H.L.C. will get the Australians together in this way has to be seen. The A.I.F. were an extremely happy party of players, who teamed most admirably, and were loyalty itself to their leader. In England, no doubt, some of our teams have trained together superbly, notably that of 1921. bbox=[176, 1131, 322, 1279]
heading-reflections: SOME REFLECTIONS. bbox=[515, 446, 599, 456]
paragraph: The stubbornness and virility of the Welsh were exemplified almost in an unparalleled degree in Saturday's historic battle. It was the hardest, keenest and most vigorous contest ever waged between the two representative teams on the football field, and the triumph of Wales was due not only to those qualities I have named, but also to masterly strategy, intelligence and skill of the highest order. These were happily blended into one effective whole. bbox=[638, 286, 784, 379]
page-columns bbox=[22, 46, 1094, 1551]
paragraph: In such a match at Lord's forty years ago, when the fourth Australian team was visiting us, Bonnor played an amazingly brilliant innings of 124, punishing Spofforth most severely and making his large score whilst only thirty-two other runs were being obtained. bbox=[484, 83, 630, 139]
section-banner bbox=[22, 46, 168, 94]
section-banner-title: SPORTS and PASTIMES bbox=[24, 52, 166, 87]
column-rule bbox=[634, 46, 635, 1551]
paragraph: The game last Saturday between North and South Taranaki was one of the most exciting that this writer has seen. It certainly goes on record as the dramatic season on this coast for a contest between representative teams. The writer also remembers one or two games in other parts where the scoring was faster and much larger. That by the way, the game under review was full of incident. There were some good samples of cricket and a great many otherwise. bbox=[22, 160, 168, 262]
paragraph: All classes were represented in the vast throng which surrounded the playing enclosure, and in this the University representative was an eloquent testimony of the democracy and cosmopolitanism of sport. A special seat covered with green baize had been reserved for Mr Justice Lawrence and his party, near the press box, and Heaven only knows how many and what other distinguished personages were dotted here and there. The enthusiastic Celts of the Rhondda and the other mining valleys of Wales poured into Cardiff in thousands throughout the whole morning, and crowded excursion trains steamed into the Great Western station from all parts of England. Some hundreds of Welshmen and Englishmen travelled down from London, while many scores, if not hundreds, had come all the way from Scotland and Ireland. So many pressmen have never been seen on the Cardiff Arms Park before. They came from everywhere to represent all kinds of newspapers and magazines. bbox=[638, 808, 784, 1021]
subheading-high-low: High and Low Present. bbox=[675, 797, 747, 807]
paragraph: It is doubtful whether there has ever been an occasion which so thrilled the whole country with intense emotion, and whatever may be said for or against the part played by football in the national life of Wales, there is no blinking the fact that it exercises a remarkable fascination upon all classes of the people. Not only in the bbox=[484, 1391, 630, 1466]
heading-auckland: AT AUCKLAND. bbox=[59, 1162, 131, 1173]
masthead bbox=[22, 18, 1094, 42]
heading-new-zealanders: THE NEW ZEALANDERS. bbox=[962, 1295, 1076, 1306]
paragraph: West Christchurch beat East Christchurch on the first innings. West Christchurch declared their first innings closed with seven wickets down for 334 (Blunt 131, Dr. Foster 46, Cowper not out 36, Hitchcock 32). Bowling for East Christchurch, Flood took three for 65. East Christchurch, with 137 in the first innings, ran up 229 for the loss of only three wickets in the second strike (Gregory 96, Elvey 38, Brosnahan 41, and Blank not out 35). bbox=[176, 314, 322, 407]
paragraph: Speaking at a cricket luncheon in England a little while back, P. F. Warner said they were all interested in English team. He thought it was a very fine side, strong in batting, fine fielders, and their bowling would, he thought, turn out better than some people imagined. "I may be wrong," he added, "but I think we are going to beat Australia this year." bbox=[330, 638, 476, 712]
